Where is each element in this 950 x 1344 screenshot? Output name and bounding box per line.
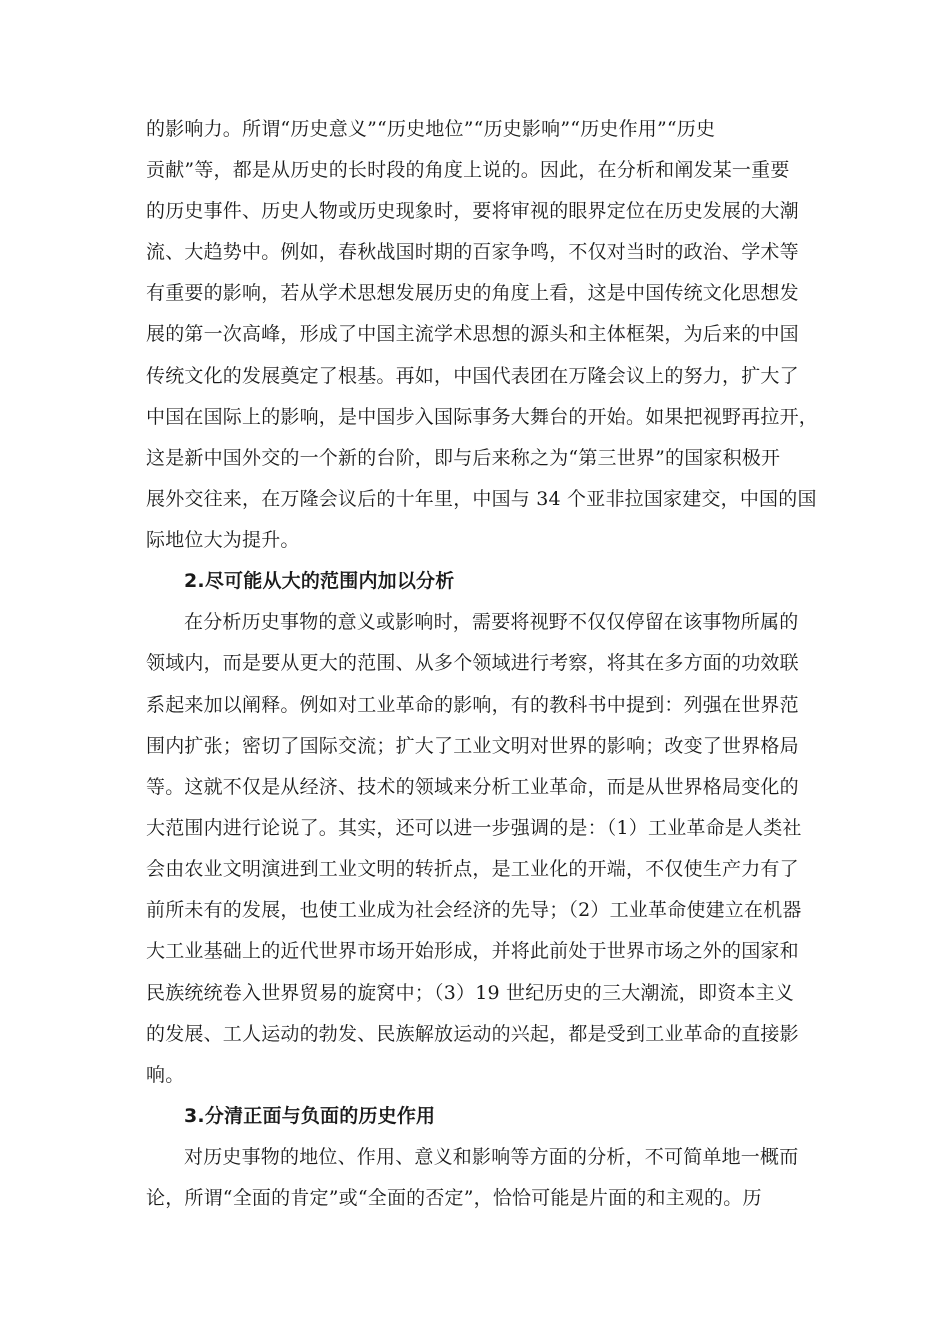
- paragraph-line: 前所未有的发展，也使工业成为社会经济的先导；（2）工业革命使建立在机器: [146, 899, 802, 921]
- paragraph-line: 的发展、工人运动的勃发、民族解放运动的兴起，都是受到工业革命的直接影: [146, 1023, 799, 1045]
- paragraph-line: 论，所谓“全面的肯定”或“全面的否定”，恰恰可能是片面的和主观的。历: [146, 1187, 762, 1209]
- paragraph-line: 际地位大为提升。: [146, 529, 300, 551]
- section-heading-2: 2.尽可能从大的范围内加以分析: [184, 570, 455, 592]
- paragraph-line: 这是新中国外交的一个新的台阶，即与后来称之为“第三世界”的国家积极开: [146, 447, 781, 469]
- paragraph-line: 大范围内进行论说了。其实，还可以进一步强调的是：（1）工业革命是人类社: [146, 817, 802, 839]
- paragraph-line: 贡献”等，都是从历史的长时段的角度上说的。因此，在分析和阐发某一重要: [146, 159, 790, 181]
- paragraph-line: 的影响力。所谓“历史意义”“历史地位”“历史影响”“历史作用”“历史: [146, 118, 716, 140]
- paragraph-line: 传统文化的发展奠定了根基。再如，中国代表团在万隆会议上的努力，扩大了: [146, 365, 799, 387]
- paragraph-line: 在分析历史事物的意义或影响时，需要将视野不仅仅停留在该事物所属的: [184, 611, 799, 633]
- paragraph-line: 围内扩张；密切了国际交流；扩大了工业文明对世界的影响；改变了世界格局: [146, 735, 799, 757]
- paragraph-line: 有重要的影响，若从学术思想发展历史的角度上看，这是中国传统文化思想发: [146, 282, 799, 304]
- paragraph-line: 等。这就不仅是从经济、技术的领域来分析工业革命，而是从世界格局变化的: [146, 776, 799, 798]
- paragraph-line: 响。: [146, 1064, 185, 1086]
- paragraph-line: 领域内，而是要从更大的范围、从多个领域进行考察，将其在多方面的功效联: [146, 652, 799, 674]
- paragraph-line: 中国在国际上的影响，是中国步入国际事务大舞台的开始。如果把视野再拉开，: [146, 406, 819, 428]
- paragraph-line: 大工业基础上的近代世界市场开始形成，并将此前处于世界市场之外的国家和: [146, 940, 799, 962]
- paragraph-line: 会由农业文明演进到工业文明的转折点，是工业化的开端，不仅使生产力有了: [146, 858, 799, 880]
- paragraph-line: 的历史事件、历史人物或历史现象时，要将审视的眼界定位在历史发展的大潮: [146, 200, 799, 222]
- paragraph-line: 流、大趋势中。例如，春秋战国时期的百家争鸣，不仅对当时的政治、学术等: [146, 241, 799, 263]
- paragraph-line: 对历史事物的地位、作用、意义和影响等方面的分析，不可简单地一概而: [184, 1146, 799, 1168]
- paragraph-line: 展外交往来，在万隆会议后的十年里，中国与 34 个亚非拉国家建交，中国的国: [146, 488, 817, 510]
- paragraph-line: 系起来加以阐释。例如对工业革命的影响，有的教科书中提到：列强在世界范: [146, 694, 799, 716]
- paragraph-line: 展的第一次高峰，形成了中国主流学术思想的源头和主体框架，为后来的中国: [146, 323, 799, 345]
- section-heading-3: 3.分清正面与负面的历史作用: [184, 1105, 436, 1127]
- paragraph-line: 民族统统卷入世界贸易的旋窝中；（3）19 世纪历史的三大潮流，即资本主义: [146, 982, 795, 1004]
